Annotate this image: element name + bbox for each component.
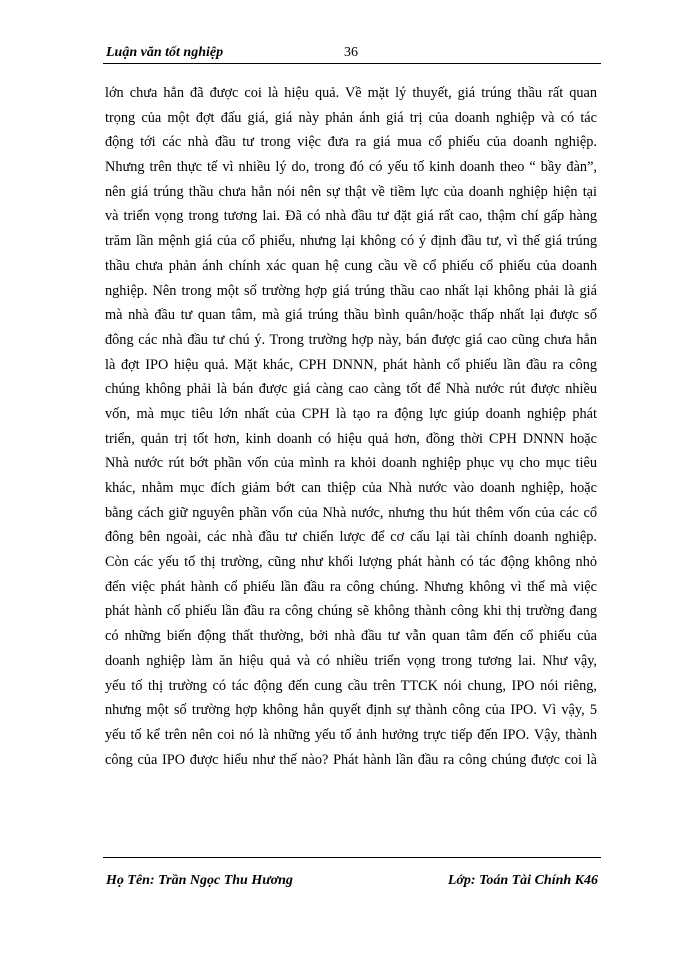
author-name: Họ Tên: Trần Ngọc Thu Hương: [106, 873, 293, 888]
text-line: đông bên ngoài, các nhà đầu tư chiến lược để cơ cấu lại tài chính doanh nghiệp.: [105, 529, 597, 546]
class-name: Lớp: Toán Tài Chính K46: [447, 873, 598, 888]
text-line: vốn, mà mục tiêu lớn nhất của CPH là tạo ra động lực giúp doanh nghiệp phát: [105, 405, 597, 422]
text-line: yếu tố thị trường có tác động đến cung cầu trên TTCK nói chung, IPO nói riêng,: [105, 677, 597, 694]
text-line: đến việc phát hành cổ phiếu lần đầu ra công chúng. Nhưng không vì thế mà việc: [105, 578, 597, 595]
footer-divider: [103, 857, 601, 858]
text-line: nên giá trúng thầu chưa hẳn nói nên sự thật về tiềm lực của doanh nghiệp hiện tại: [105, 183, 597, 200]
text-line: chúng không phải là bán được giá càng cao càng tốt để Nhà nước rút được nhiều: [105, 381, 597, 398]
body-paragraph: [105, 81, 597, 772]
text-line: bằng cách giữ nguyên phần vốn của Nhà nước, nhưng thu hút thêm vốn của các cổ: [105, 504, 597, 521]
text-line: triển, quản trị tốt hơn, kinh doanh có hiệu quả hơn, đồng thời CPH DNNN hoặc: [105, 430, 597, 447]
text-line: và triển vọng trong tương lai. Đã có nhà đầu tư đặt giá rất cao, thậm chí gấp hàng: [105, 208, 597, 225]
text-line: mà nhà đầu tư quan tâm, mà giá trúng thầu bình quân/hoặc thấp nhất lại được số: [105, 307, 597, 324]
text-line: trọng của một đợt đấu giá, giá này phản ánh giá trị của doanh nghiệp và có tác: [105, 109, 597, 126]
text-line: thầu chưa phản ánh chính xác quan hệ cung cầu về cổ phiếu cổ phiếu của doanh: [105, 257, 597, 274]
text-line: Nhà nước rút bớt phần vốn của mình ra khỏi doanh nghiệp phục vụ cho mục tiêu: [105, 455, 597, 472]
text-line: công của IPO được hiểu như thế nào? Phát hành lần đầu ra công chúng được coi là: [105, 751, 597, 768]
text-line: đông các nhà đầu tư chú ý. Trong trường hợp này, bán được giá cao cũng chưa hẳn: [105, 331, 597, 348]
text-line: doanh nghiệp làm ăn hiệu quả và có nhiều triển vọng trong tương lai. Như vậy,: [105, 652, 597, 669]
document-title: Luận văn tốt nghiệp: [106, 45, 224, 60]
text-line: là đợt IPO hiệu quả. Mặt khác, CPH DNNN, phát hành cổ phiếu lần đầu ra công: [105, 356, 597, 373]
page-header: [106, 45, 600, 63]
text-line: có những biến động thất thường, bởi nhà đầu tư vẫn quan tâm đến cổ phiếu của: [105, 628, 597, 645]
text-line: trăm lần mệnh giá của cổ phiếu, nhưng lại không có ý định đầu tư, vì thế giá trúng: [105, 233, 597, 250]
text-line: yếu tố kể trên nên coi nó là những yếu tố ảnh hưởng trực tiếp đến IPO. Vậy, thành: [105, 726, 597, 743]
header-divider: [103, 63, 601, 64]
text-line: Nhưng trên thực tế vì nhiều lý do, trong đó có yếu tố kinh doanh theo “ bầy đàn”,: [105, 159, 597, 176]
text-line: lớn chưa hẳn đã được coi là hiệu quả. Về mặt lý thuyết, giá trúng thầu rất quan: [105, 85, 597, 101]
text-line: khác, nhằm mục đích giảm bớt can thiệp của Nhà nước vào doanh nghiệp, hoặc: [105, 480, 597, 496]
text-line: phát hành cổ phiếu lần đầu ra công chúng sẽ không thành công khi thị trường đang: [105, 603, 597, 620]
page-number: 36: [344, 45, 358, 60]
text-line: Còn các yếu tố thị trường, cũng như khối lượng phát hành có tác động không nhỏ: [105, 554, 597, 571]
page-footer: [106, 873, 600, 893]
text-line: động tới các nhà đầu tư trong việc đưa ra giá mua cổ phiếu của doanh nghiệp.: [105, 134, 597, 151]
text-line: nhưng một số trường hợp không hẳn quyết định sự thành công của IPO. Vì vậy, 5: [105, 702, 597, 719]
text-line: nghiệp. Nên trong một số trường hợp giá trúng thầu cao nhất lại không phải là giá: [105, 282, 597, 299]
